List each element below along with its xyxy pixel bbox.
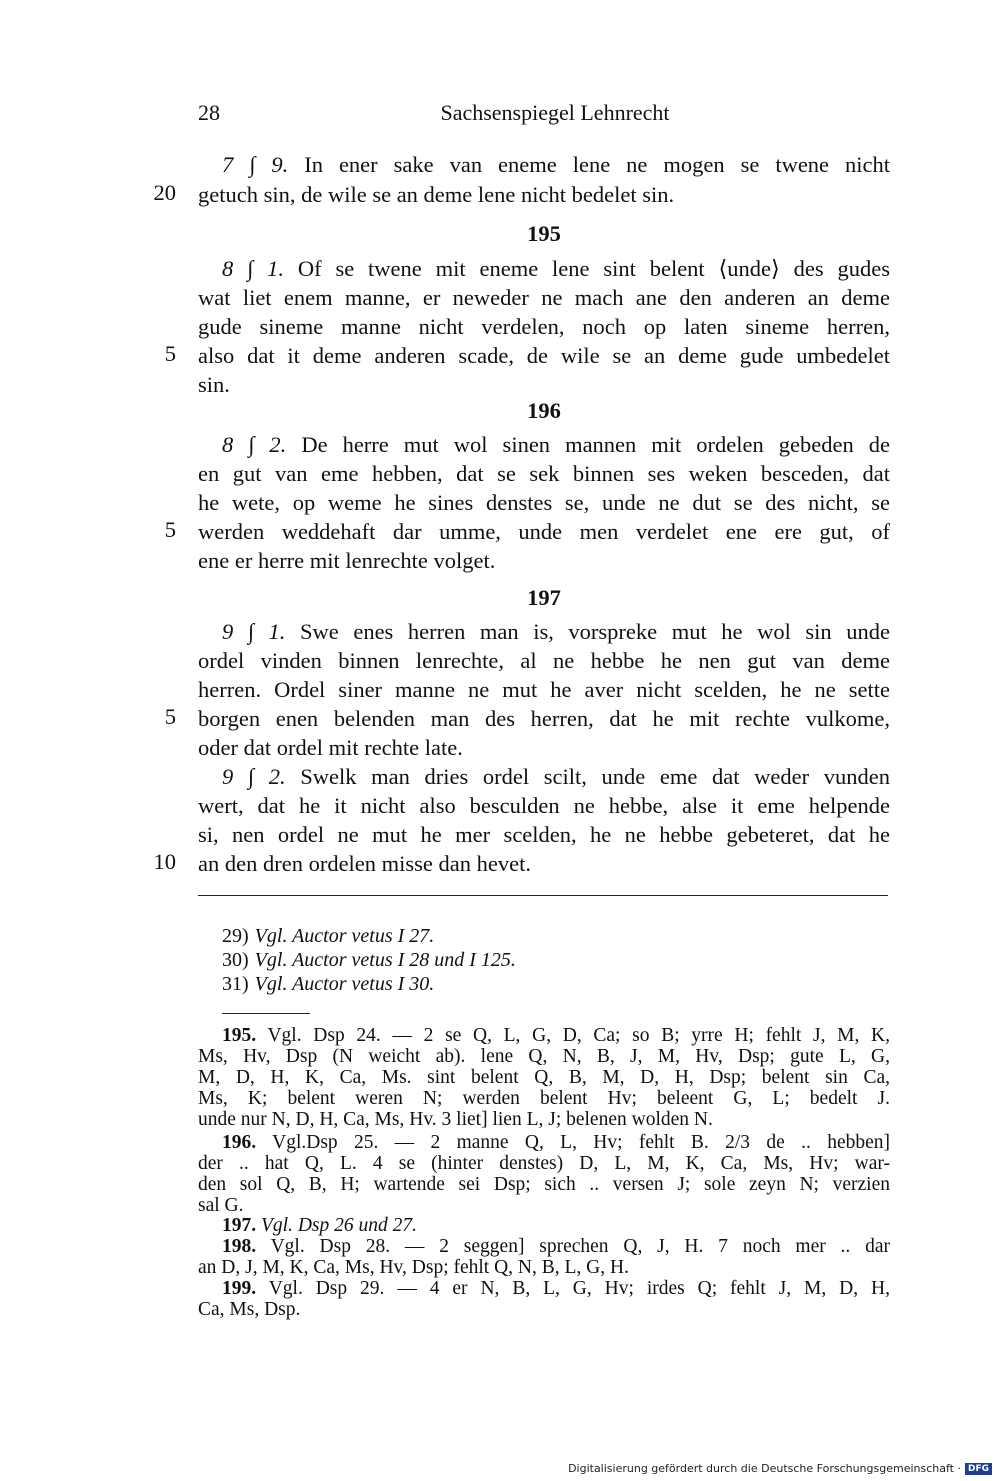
text-line: en gut van eme hebben, dat se sek binnen ses weken besceden, dat: [198, 461, 890, 486]
text-line: getuch sin, de wile se an deme lene nicht bedelet sin.: [198, 182, 675, 207]
footnote-separator: [198, 895, 888, 896]
text-line: [222, 254, 890, 283]
text-line: [222, 150, 890, 179]
text-line: oder dat ordel mit rechte late.: [198, 735, 463, 760]
apparatus-text: Vgl. Dsp 24. — 2 se Q, L, G, D, Ca; so B; yrre H; fehlt J, M, K,: [267, 1025, 890, 1046]
apparatus-number: 198.: [222, 1236, 257, 1257]
line-text: Swe enes herren man is, vorspreke mut he wol sin unde: [300, 619, 890, 644]
apparatus-line: unde nur N, D, H, Ca, Ms, Hv. 3 liet] lien L, J; belenen wolden N.: [198, 1109, 713, 1130]
apparatus-line: Ms, K; belent weren N; werden belent Hv; beleent G, L; bedelt J.: [198, 1088, 890, 1109]
footnote: [222, 973, 434, 996]
footnote-text: Vgl. Auctor vetus I 30.: [254, 973, 435, 995]
text-line: [222, 762, 890, 791]
text-line: herren. Ordel siner manne ne mut he aver nicht scelden, he ne sette: [198, 677, 890, 702]
text-line: werden weddehaft dar umme, unde men verdelet ene ere gut, of: [198, 519, 890, 544]
chapter-number: 196: [527, 398, 561, 423]
text-line: wert, dat he it nicht also besculden ne hebbe, alse it eme helpende: [198, 793, 890, 818]
apparatus-line: [222, 1215, 890, 1236]
text-line: gude sineme manne nicht verdelen, noch op laten sineme herren,: [198, 314, 890, 339]
apparatus-text: Vgl. Dsp 26 und 27.: [261, 1215, 417, 1236]
apparatus-number: 196.: [222, 1132, 257, 1153]
footnote-number: 30): [222, 949, 249, 971]
credit-text: Digitalisierung gefördert durch die Deutsche Forschungsgemeinschaft ·: [568, 1462, 961, 1475]
apparatus-line: [222, 1236, 890, 1257]
apparatus-number: 197.: [222, 1215, 257, 1236]
text-line: wat liet enem manne, er neweder ne mach ane den anderen an deme: [198, 285, 890, 310]
paragraph-ref: 9 ∫ 1.: [222, 619, 286, 644]
footnote: [222, 925, 434, 948]
paragraph-ref: 9 ∫ 2.: [222, 764, 286, 789]
footnote-number: 29): [222, 925, 249, 947]
line-text: In ener sake van eneme lene ne mogen se twene nicht: [304, 152, 891, 177]
digitization-credit: [568, 1462, 992, 1475]
page-number: 28: [198, 100, 220, 125]
apparatus-line: M, D, H, K, Ca, Ms. sint belent Q, B, M, D, H, Dsp; belent sin Ca,: [198, 1067, 890, 1088]
footnote-text: Vgl. Auctor vetus I 27.: [254, 925, 435, 947]
line-number: 5: [164, 704, 176, 729]
footnote-text: Vgl. Auctor vetus I 28 und I 125.: [254, 949, 516, 971]
text-line: [222, 617, 890, 646]
apparatus-number: 195.: [222, 1025, 257, 1046]
apparatus-line: den sol Q, B, H; wartende sei Dsp; sich .. versen J; sole zeyn N; verzien: [198, 1174, 890, 1195]
apparatus-line: Ms, Hv, Dsp (N weicht ab). lene Q, N, B, J, M, Hv, Dsp; gute L, G,: [198, 1046, 890, 1067]
text-line: he wete, op weme he sines denstes se, unde ne dut se des nicht, se: [198, 490, 890, 515]
text-line: si, nen ordel ne mut he mer scelden, he ne hebbe gebeteret, dat he: [198, 822, 890, 847]
line-text: Swelk man dries ordel scilt, unde eme dat weder vunden: [300, 764, 890, 789]
paragraph-ref: 8 ∫ 1.: [222, 256, 284, 281]
line-number: 5: [164, 341, 176, 366]
apparatus-text: Vgl. Dsp 28. — 2 seggen] sprechen Q, J, H. 7 noch mer .. dar: [270, 1236, 891, 1257]
paragraph-ref: 7 ∫ 9.: [222, 152, 289, 177]
text-line: also dat it deme anderen scade, de wile se an deme gude umbedelet: [198, 343, 890, 368]
apparatus-line: [222, 1025, 890, 1046]
text-line: borgen enen belenden man des herren, dat he mit rechte vulkome,: [198, 706, 890, 731]
footnote: [222, 949, 516, 972]
line-number: 5: [164, 517, 176, 542]
chapter-number: 195: [527, 221, 561, 246]
dfg-logo-icon: DFG: [965, 1463, 992, 1475]
apparatus-line: [222, 1278, 890, 1299]
text-line: an den dren ordelen misse dan hevet.: [198, 851, 532, 876]
apparatus-separator: [222, 1013, 310, 1014]
apparatus-line: Ca, Ms, Dsp.: [198, 1299, 301, 1320]
line-number: 10: [153, 849, 176, 874]
paragraph-ref: 8 ∫ 2.: [222, 432, 287, 457]
apparatus-number: 199.: [222, 1278, 257, 1299]
text-line: ordel vinden binnen lenrechte, al ne hebbe he nen gut van deme: [198, 648, 890, 673]
line-text: De herre mut wol sinen mannen mit ordelen gebeden de: [301, 432, 890, 457]
apparatus-text: Vgl.Dsp 25. — 2 manne Q, L, Hv; fehlt B. 2/3 de .. hebben]: [272, 1132, 890, 1153]
apparatus-text: Vgl. Dsp 29. — 4 er N, B, L, G, Hv; irdes Q; fehlt J, M, D, H,: [268, 1278, 890, 1299]
apparatus-line: der .. hat Q, L. 4 se (hinter denstes) D, L, M, K, Ca, Ms, Hv; war-: [198, 1153, 890, 1174]
footnote-number: 31): [222, 973, 249, 995]
apparatus-line: [222, 1132, 890, 1153]
chapter-number: 197: [527, 585, 561, 610]
text-line: [222, 430, 890, 459]
apparatus-line: an D, J, M, K, Ca, Ms, Hv, Dsp; fehlt Q, N, B, L, G, H.: [198, 1257, 629, 1278]
text-line: ene er herre mit lenrechte volget.: [198, 548, 496, 573]
line-text: Of se twene mit eneme lene sint belent ⟨unde⟩ des gudes: [297, 256, 891, 281]
running-title: Sachsenspiegel Lehnrecht: [440, 100, 670, 125]
line-number: 20: [153, 180, 176, 205]
text-line: sin.: [198, 372, 230, 397]
apparatus-line: sal G.: [198, 1195, 244, 1216]
